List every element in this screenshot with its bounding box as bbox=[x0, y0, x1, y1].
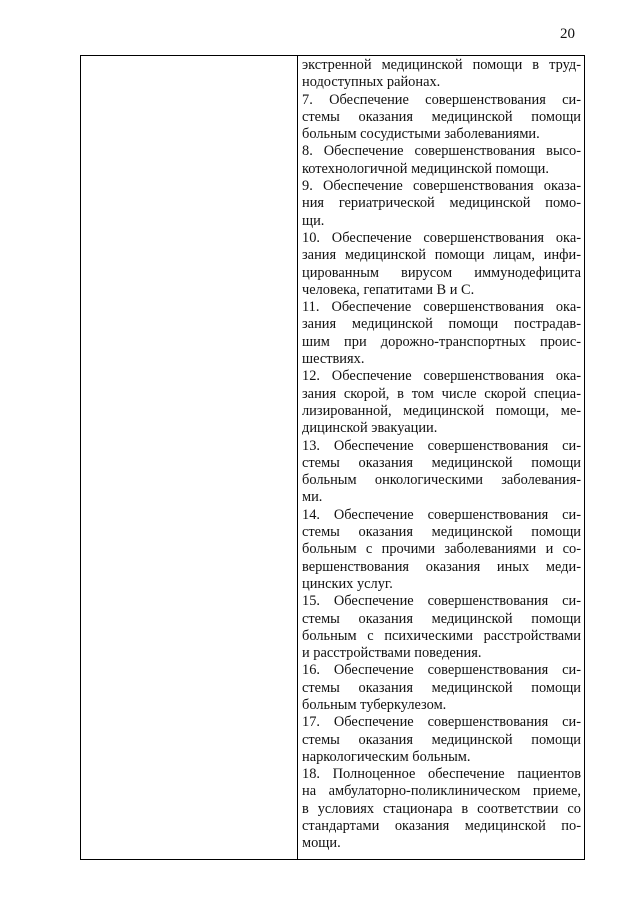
list-item bbox=[302, 230, 581, 299]
text-line: ния гериатрической медицинской помо- bbox=[302, 195, 581, 212]
text-line: больным онкологическими заболевания- bbox=[302, 472, 581, 489]
text-line: экстренной медицинской помощи в труд- bbox=[302, 57, 581, 73]
text-line: стемы оказания медицинской помощи bbox=[302, 524, 581, 541]
text-line: цированным вирусом иммунодефицита bbox=[302, 264, 581, 281]
list-item bbox=[302, 299, 581, 368]
text-line: 17. Обеспечение совершенствования си- bbox=[302, 714, 581, 731]
text-line: стемы оказания медицинской помощи bbox=[302, 679, 581, 696]
text-line: котехнологичной медицинской помощи. bbox=[302, 160, 549, 177]
list-item bbox=[302, 662, 581, 714]
text-line: 10. Обеспечение совершенствования ока- bbox=[302, 229, 581, 246]
list-item bbox=[302, 143, 581, 178]
text-line: 13. Обеспечение совершенствования си- bbox=[302, 437, 581, 454]
text-line: нодоступных районах. bbox=[302, 74, 441, 91]
text-line: шествиях. bbox=[302, 351, 365, 368]
text-line: 9. Обеспечение совершенствования оказа- bbox=[302, 178, 581, 195]
list-item bbox=[302, 368, 581, 437]
text-line: лизированной, медицинской помощи, ме- bbox=[302, 402, 581, 419]
text-line: на амбулаторно-поликлиническом приеме, bbox=[302, 783, 581, 800]
list-item bbox=[302, 714, 581, 766]
list-item bbox=[302, 766, 581, 852]
right-column-cell bbox=[302, 57, 581, 853]
text-line: зания скорой, в том числе скорой специа- bbox=[302, 385, 581, 402]
left-column-cell bbox=[81, 56, 297, 859]
text-line: 12. Обеспечение совершенствования ока- bbox=[302, 368, 581, 385]
text-line: 15. Обеспечение совершенствования си- bbox=[302, 593, 581, 610]
text-line: 18. Полноценное обеспечение пациентов bbox=[302, 766, 581, 783]
text-line: стемы оказания медицинской помощи bbox=[302, 454, 581, 471]
text-line: стандартами оказания медицинской по- bbox=[302, 818, 581, 835]
list-item bbox=[302, 593, 581, 662]
document-table bbox=[80, 55, 585, 860]
text-line: человека, гепатитами В и С. bbox=[302, 281, 475, 298]
text-line: зания медицинской помощи пострадав- bbox=[302, 316, 581, 333]
text-line: наркологическим больным. bbox=[302, 748, 471, 765]
text-line: мощи. bbox=[302, 835, 341, 852]
list-item bbox=[302, 92, 581, 144]
text-line: вершенствования оказания иных меди- bbox=[302, 558, 581, 575]
text-line: больным туберкулезом. bbox=[302, 696, 447, 713]
text-line: стемы оказания медицинской помощи bbox=[302, 108, 581, 125]
text-line: больным с психическими расстройствами bbox=[302, 627, 581, 644]
list-item bbox=[302, 438, 581, 507]
text-line: в условиях стационара в соответствии со bbox=[302, 800, 581, 817]
text-line: ми. bbox=[302, 489, 323, 506]
text-line: 8. Обеспечение совершенствования высо- bbox=[302, 143, 581, 160]
text-line: больным с прочими заболеваниями и со- bbox=[302, 541, 581, 558]
text-line: дицинской эвакуации. bbox=[302, 420, 438, 437]
text-line: цинских услуг. bbox=[302, 575, 393, 592]
page-number: 20 bbox=[560, 26, 575, 42]
text-line: 14. Обеспечение совершенствования си- bbox=[302, 506, 581, 523]
text-line: больным сосудистыми заболеваниями. bbox=[302, 126, 540, 143]
list-item bbox=[302, 57, 581, 92]
list-item bbox=[302, 507, 581, 593]
text-line: шим при дорожно-транспортных проис- bbox=[302, 333, 581, 350]
text-line: 7. Обеспечение совершенствования си- bbox=[302, 91, 581, 108]
text-line: стемы оказания медицинской помощи bbox=[302, 610, 581, 627]
text-line: щи. bbox=[302, 212, 325, 229]
list-item bbox=[302, 178, 581, 230]
text-line: стемы оказания медицинской помощи bbox=[302, 731, 581, 748]
text-line: 16. Обеспечение совершенствования си- bbox=[302, 662, 581, 679]
column-divider bbox=[297, 56, 298, 859]
text-line: зания медицинской помощи лицам, инфи- bbox=[302, 247, 581, 264]
text-line: и расстройствами поведения. bbox=[302, 645, 482, 662]
text-line: 11. Обеспечение совершенствования ока- bbox=[302, 299, 581, 316]
